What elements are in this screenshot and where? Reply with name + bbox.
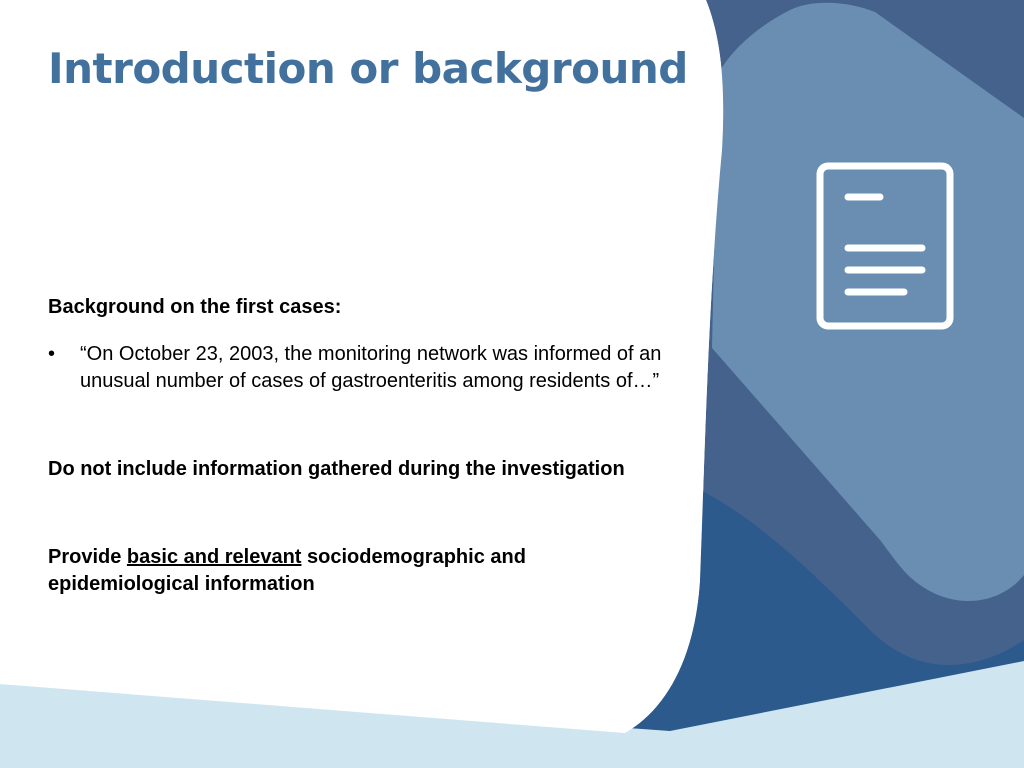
guidance-paragraph-provide — [48, 544, 668, 598]
bullet-text: “On October 23, 2003, the monitoring network was informed of an unusual number of cases of gastroenteritis among residents of…” — [80, 343, 662, 392]
slide-title: Introduction or background — [48, 44, 688, 93]
slide-content — [48, 294, 668, 598]
provide-text-start: Provide — [48, 546, 127, 568]
provide-emphasis: basic and relevant — [126, 546, 302, 568]
section-heading: Background on the first cases: — [48, 296, 342, 318]
bullet-symbol: • — [48, 343, 56, 365]
bullet-item — [48, 341, 668, 395]
document-icon — [814, 160, 956, 332]
provide-text-end: sociodemographic and epidemiological information — [48, 546, 526, 595]
guidance-paragraph-exclude: Do not include information gathered during the investigation — [48, 458, 625, 480]
bullet-list — [48, 341, 668, 395]
